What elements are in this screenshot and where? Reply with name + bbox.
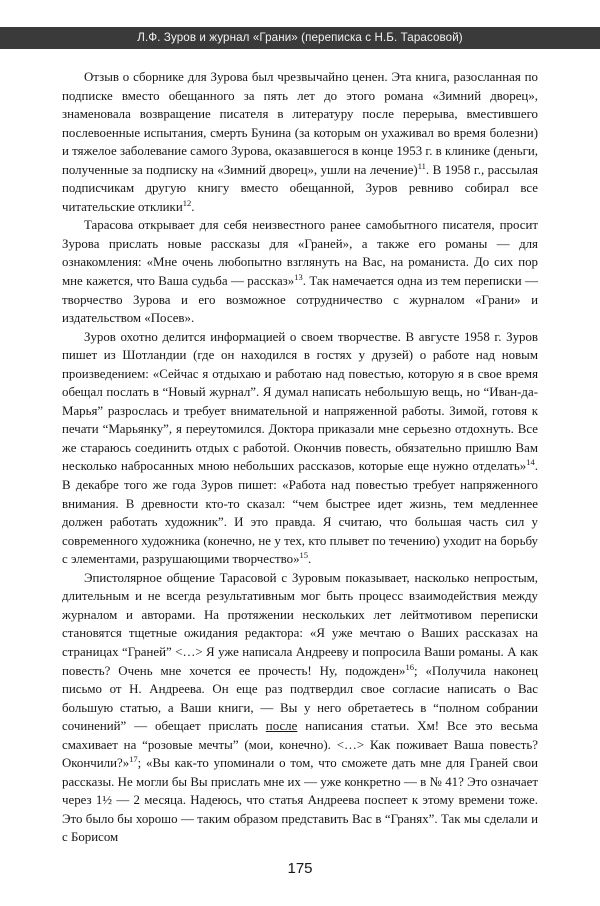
text-run: . В 1958 г., рассылая подписчикам другую книгу вместо обещанной, Зуров ревниво собирал все читательские отклики	[62, 162, 538, 214]
text-run: Зуров охотно делится информацией о своем творчестве. В августе 1958 г. Зуров пишет из Шотландии (где он находился в гостях у друзей) о работе над новым произведением: «Сейчас я отдыхаю и работаю над повестью, которую я в свое время обещал послать в “Новый журнал”. Я думал написать небольшую вещь, но “Иван-да-Марья” разрослась и требует внимательной и напряженной работы. Зимой, готовя к печати “Марьянку”, я переутомился. Доктора приказали мне серьезно отдохнуть. Все же стараюсь соединить отдых с работой. Окончив повесть, обязательно пришлю Вам несколько набросанных мною небольших рассказов, которые еще нужно отделать»	[62, 329, 538, 474]
paragraph	[62, 569, 538, 847]
text-run: ; «Получила наконец письмо от Н. Андреева. Он еще раз подтвердил свое согласие написать о Вас большую статью, а Ваши книги, — Вы у него обретаетесь в “полном собрании сочинений” — обещает прислать	[62, 663, 539, 734]
footnote-ref: 11	[417, 160, 426, 171]
page-number: 175	[287, 860, 313, 877]
text-run: Отзыв о сборнике для Зурова был чрезвычайно ценен. Эта книга, разосланная по подписке вместо обещанного за пять лет до этого романа «Зимний дворец», знаменовала возвращение писателя в литературу после перерыва, вместившего послевоенные испытания, смерть Бунина (за которым он ухаживал во время болезни) и тяжелое заболевание самого Зурова, оказавшегося в конце 1953 г. в клинике (деньги, полученные за подписку на «Зимний дворец», ушли на лечение)	[62, 70, 538, 177]
body-text	[62, 68, 538, 847]
running-header: Л.Ф. Зуров и журнал «Грани» (переписка с Н.Б. Тарасовой)	[0, 27, 600, 49]
footnote-ref: 15	[299, 550, 309, 561]
text-run: . В декабре того же года Зуров пишет: «Работа над повестью требует напряженного внимания. В древности кто-то сказал: “чем быстрее идет жизнь, тем медленнее должен работать художник”. И это правда. Я считаю, что большая часть сил у современного художника (конечно, не у тех, кто плывет по течению) уходит на борьбу с элементами, разрушающими творчество»	[62, 459, 538, 567]
underlined-text: после	[265, 719, 298, 734]
text-run: Тарасова открывает для себя неизвестного ранее самобытного писателя, просит Зурова прислать новые рассказы для «Граней», а также его романы — для ознакомления: «Мне очень любопытно взглянуть на Вас, на романиста. До сих пор мне кажется, что Ваша судьба — рассказ»	[62, 218, 538, 289]
text-run: .	[308, 552, 312, 567]
footnote-ref: 17	[129, 754, 138, 765]
paragraph	[62, 216, 538, 327]
text-run: написания статьи. Хм! Все это весьма смахивает на “розовые мечты” (мои, конечно). <…> Как поживает Ваша повесть? Окончили?»	[62, 719, 538, 771]
paragraph	[62, 328, 538, 569]
footnote-ref: 13	[294, 272, 303, 283]
footnote-ref: 12	[182, 197, 192, 208]
text-run: .	[191, 199, 195, 214]
text-run: ; «Вы как-то упоминали о том, что сможете дать мне для Граней свои рассказы. Не могли бы Вы прислать мне их — уже конкретно — в № 41? Это означает через 1½ — 2 месяца. Надеюсь, что статья Андреева поспеет к этому времени тоже. Это было бы хорошо — таким образом представить Вас в “Гранях”. Так мы сделали и с Борисом	[62, 756, 538, 845]
footnote-ref: 14	[526, 457, 535, 468]
text-run: . Так намечается одна из тем переписки — творчество Зурова и его возможное сотрудничество с журналом «Грани» и издательством «Посев».	[62, 274, 538, 326]
footnote-ref: 16	[405, 661, 414, 672]
paragraph	[62, 68, 538, 216]
text-run: Эпистолярное общение Тарасовой с Зуровым показывает, насколько непростым, длительным и не всегда результативным мог быть процесс взаимодействия между журналом и авторами. На протяжении нескольких лет лейтмотивом переписки становятся тщетные ожидания редактора: «Я уже мечтаю о Ваших рассказах на страницах “Граней” <…> Я уже написала Андрееву и попросила Ваши романы. А как повесть? Очень мне хочется ее прочесть! Ну, подожден»	[62, 570, 538, 678]
